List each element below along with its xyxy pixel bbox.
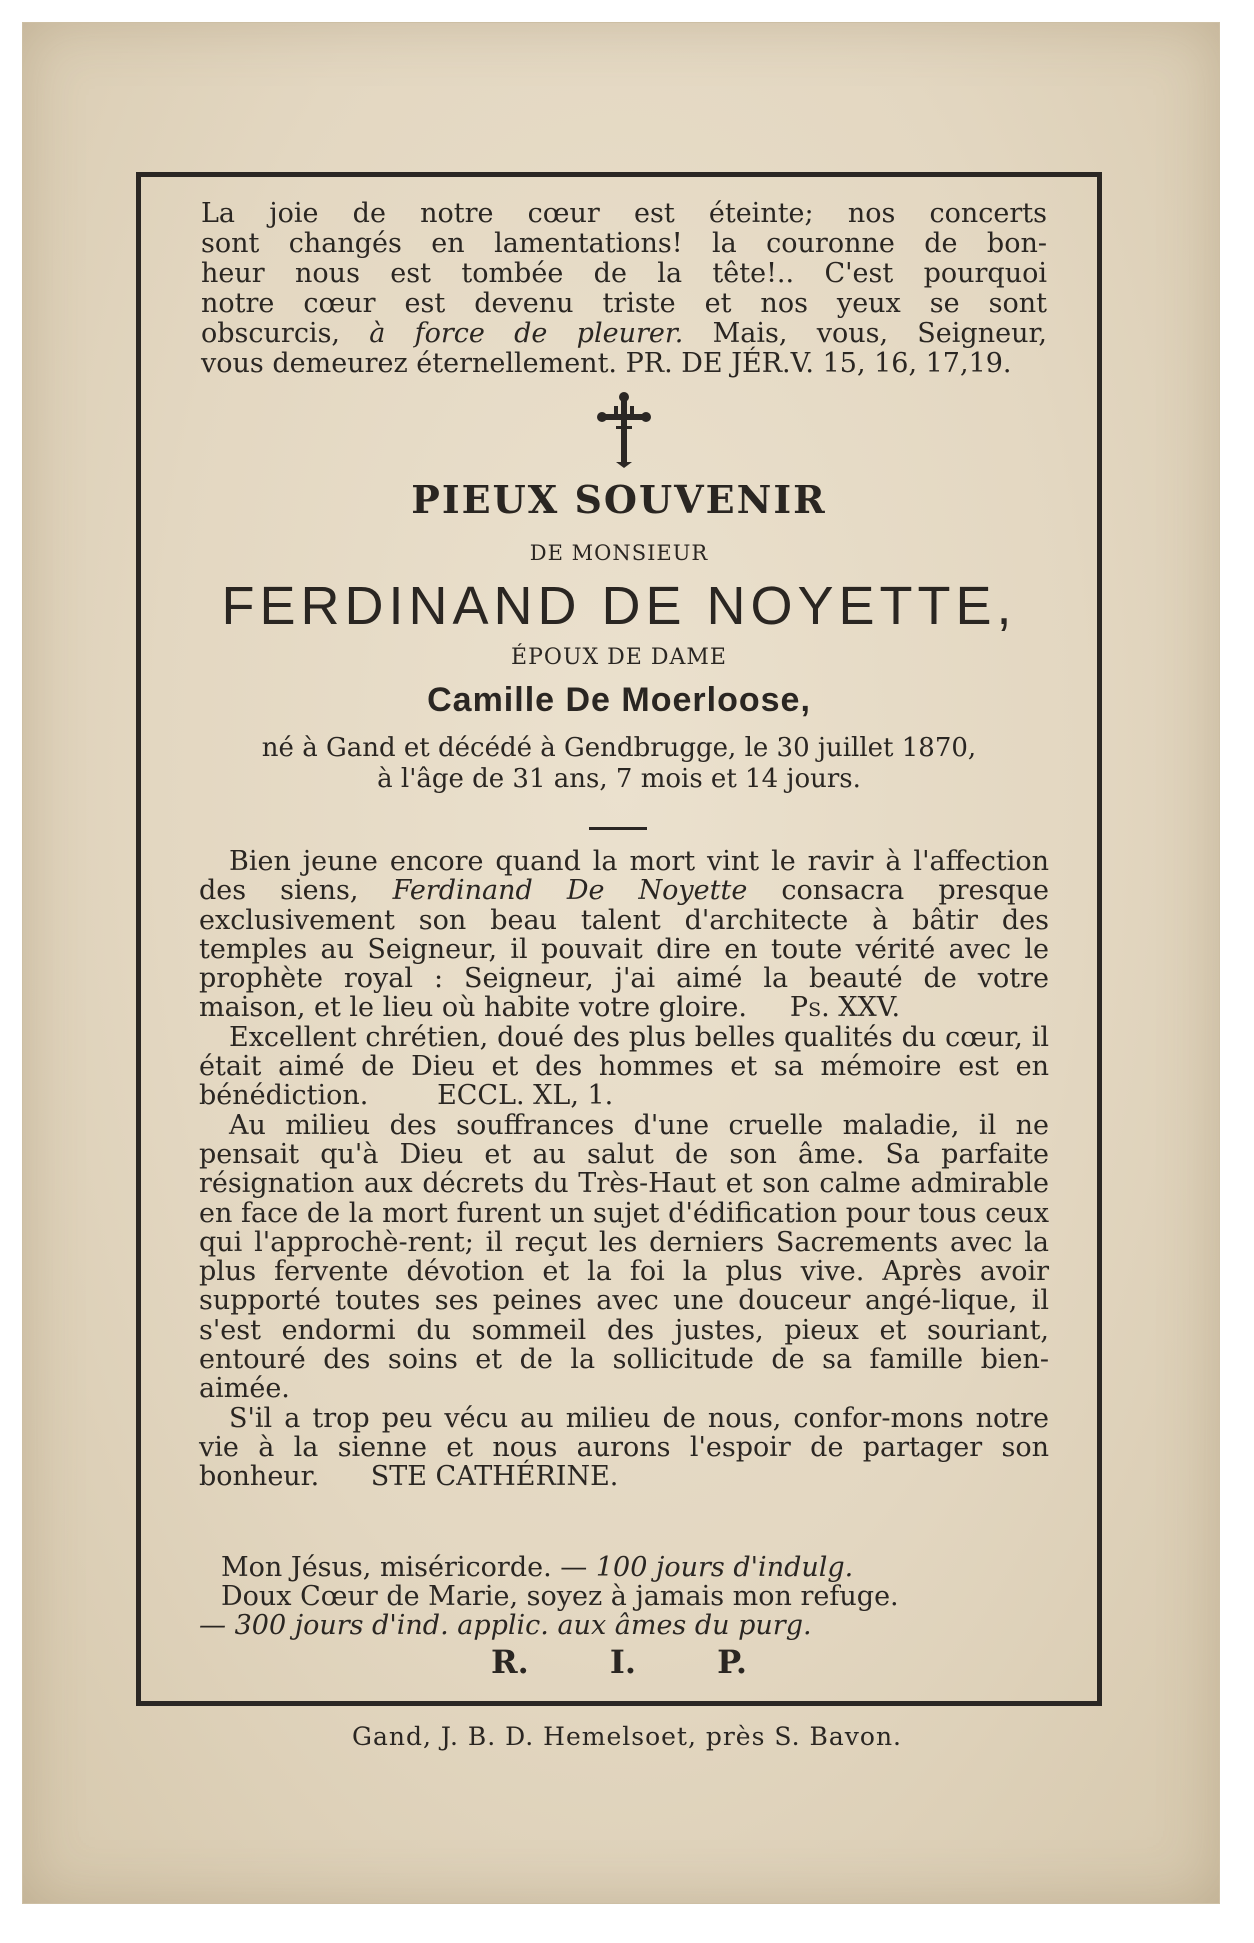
epigraph-text: obscurcis, bbox=[201, 318, 341, 349]
card-border-frame bbox=[136, 172, 1102, 1706]
obituary-paragraph bbox=[199, 1404, 1049, 1492]
obituary-text bbox=[199, 847, 1049, 1492]
epigraph-line bbox=[201, 349, 1047, 379]
scripture-reference: ECCL. XL, 1. bbox=[437, 1080, 614, 1112]
epigraph-text: Mais, vous, Seigneur, bbox=[712, 318, 1047, 349]
epigraph-line: La joie de notre cœur est éteinte; nos concerts bbox=[201, 198, 1047, 229]
scripture-reference: STE CATHÉRINE. bbox=[370, 1461, 619, 1493]
scripture-reference: Ps. XXV. bbox=[789, 992, 901, 1024]
prayer-line: Doux Cœur de Marie, soyez à jamais mon refuge. bbox=[221, 1581, 899, 1612]
prayer-text: Mon Jésus, miséricorde. — bbox=[221, 1552, 588, 1583]
printer-imprint: Gand, J. B. D. Hemelsoet, près S. Bavon. bbox=[351, 1722, 903, 1751]
epigraph-italic: à force de pleurer. bbox=[369, 318, 684, 349]
indulgence-text: 100 jours d'indulg. bbox=[595, 1552, 854, 1583]
birth-line: né à Gand et décédé à Gendbrugge, le 30 juillet 1870, bbox=[261, 733, 977, 763]
epigraph-line bbox=[201, 319, 1047, 349]
card-title: PIEUX SOUVENIR bbox=[411, 477, 827, 522]
cross-icon bbox=[596, 392, 652, 468]
spouse-name: Camille De Moerloose, bbox=[427, 681, 811, 719]
rip-text: R. I. P. bbox=[490, 1643, 748, 1681]
epigraph-text: vous demeurez éternellement. bbox=[201, 348, 617, 379]
paragraph-text: S'il a trop peu vécu au milieu de nous, confor-mons notre vie à la sienne et nous aurons l'espoir de partager son bonheur. bbox=[199, 1402, 1049, 1493]
name-italic: Ferdinand De Noyette bbox=[392, 875, 748, 907]
epigraph-line: heur nous est tombée de la tête!.. C'est pourquoi bbox=[201, 258, 1047, 289]
divider-rule bbox=[589, 827, 647, 830]
spouse-label: ÉPOUX DE DAME bbox=[511, 645, 727, 670]
epigraph-reference: PR. DE JÉR.V. 15, 16, 17,19. bbox=[625, 348, 1012, 379]
age-line: à l'âge de 31 ans, 7 mois et 14 jours. bbox=[377, 764, 861, 794]
birth-death-info bbox=[141, 733, 1097, 795]
paragraph-text: Excellent chrétien, doué des plus belles qualités du cœur, il était aimé de Dieu et des hommes et sa mémoire est en bénédiction. bbox=[199, 1021, 1049, 1112]
monsieur-label: DE MONSIEUR bbox=[529, 541, 709, 565]
obituary-paragraph: Au milieu des souffrances d'une cruelle maladie, il ne pensait qu'à Dieu et au salut de son âme. Sa parfaite résignation aux décrets du Très-Haut et son calme admirable en face de la mort furent un sujet d'édification pour tous ceux qui l'approchè-rent; il reçut les derniers Sacrements avec la plus fervente dévotion et la foi la plus vive. Après avoir supporté toutes ses peines avec une douceur angé-lique, il s'est endormi du sommeil des justes, pieux et souriant, entouré des soins et de la sollicitude de sa famille bien-aimée. bbox=[199, 1109, 1049, 1405]
prayer-line bbox=[199, 1611, 1049, 1640]
prayers bbox=[199, 1553, 1049, 1640]
prayer-line bbox=[199, 1553, 1049, 1582]
epigraph bbox=[201, 199, 1047, 379]
epigraph-line: sont changés en lamentations! la couronne de bon- bbox=[201, 228, 1047, 259]
deceased-name: FERDINAND DE NOYETTE, bbox=[221, 576, 1017, 636]
paragraph-text: consacra presque exclusivement son beau talent d'architecte à bâtir des temples au Seigneur, il pouvait dire en toute vérité avec le prophète royal : Seigneur, j'ai aimé la beauté de votre maison, et le lieu où habite votre gloire. bbox=[199, 875, 1050, 1024]
obituary-paragraph bbox=[199, 1023, 1049, 1111]
obituary-paragraph bbox=[199, 847, 1049, 1023]
indulgence-text: — 300 jours d'ind. applic. aux âmes du purg. bbox=[199, 1610, 812, 1641]
paragraph-text: Bien jeune encore quand la mort vint le ravir à l'affection des siens, bbox=[199, 846, 1049, 907]
epigraph-line: notre cœur est devenu triste et nos yeux se sont bbox=[201, 288, 1047, 319]
